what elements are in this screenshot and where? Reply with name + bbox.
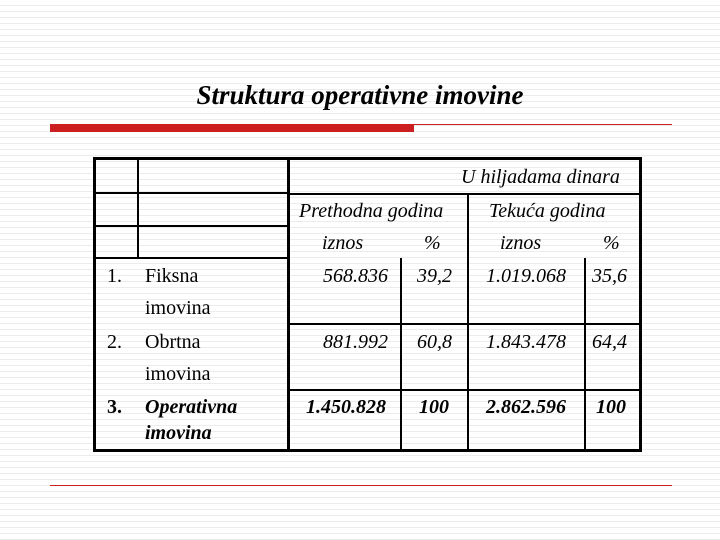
header-cur-percent: % bbox=[603, 232, 620, 254]
footer-line bbox=[50, 485, 672, 486]
cell-cur-percent: 100 bbox=[596, 396, 626, 418]
table-border-right bbox=[639, 157, 642, 452]
grid-line bbox=[137, 157, 139, 257]
row-number: 1. bbox=[107, 265, 122, 287]
grid-line bbox=[584, 258, 586, 452]
header-previous-year: Prethodna godina bbox=[299, 200, 444, 222]
header-prev-amount: iznos bbox=[322, 232, 364, 254]
grid-line bbox=[400, 258, 402, 452]
cell-prev-amount: 881.992 bbox=[323, 331, 388, 353]
grid-line bbox=[93, 257, 289, 259]
cell-prev-amount: 1.450.828 bbox=[306, 396, 386, 418]
cell-cur-amount: 2.862.596 bbox=[486, 396, 566, 418]
row-label: imovina bbox=[145, 363, 211, 385]
grid-line bbox=[93, 192, 289, 194]
cell-prev-percent: 60,8 bbox=[417, 331, 452, 353]
table-border-left bbox=[93, 157, 96, 452]
header-current-year: Tekuća godina bbox=[489, 200, 606, 222]
cell-cur-percent: 35,6 bbox=[592, 265, 627, 287]
grid-line bbox=[93, 225, 289, 227]
row-label: Operativna bbox=[145, 396, 238, 418]
table-border-top bbox=[93, 157, 642, 160]
cell-cur-amount: 1.019.068 bbox=[486, 265, 566, 287]
grid-line bbox=[287, 157, 290, 452]
header-cur-amount: iznos bbox=[500, 232, 542, 254]
row-label: Obrtna bbox=[145, 331, 201, 353]
cell-prev-amount: 568.836 bbox=[323, 265, 388, 287]
header-prev-percent: % bbox=[424, 232, 441, 254]
grid-line bbox=[287, 323, 642, 325]
slide-title-text: Struktura operativne imovine bbox=[196, 80, 524, 110]
row-label: imovina bbox=[145, 297, 211, 319]
row-label: Fiksna bbox=[145, 265, 199, 287]
unit-note: U hiljadama dinara bbox=[461, 166, 620, 188]
cell-prev-percent: 39,2 bbox=[417, 265, 452, 287]
row-number: 2. bbox=[107, 331, 122, 353]
cell-cur-percent: 64,4 bbox=[592, 331, 627, 353]
table-border-bottom bbox=[93, 449, 642, 452]
row-number: 3. bbox=[107, 396, 122, 418]
row-label: imovina bbox=[145, 422, 212, 444]
cell-prev-percent: 100 bbox=[419, 396, 449, 418]
cell-cur-amount: 1.843.478 bbox=[486, 331, 566, 353]
